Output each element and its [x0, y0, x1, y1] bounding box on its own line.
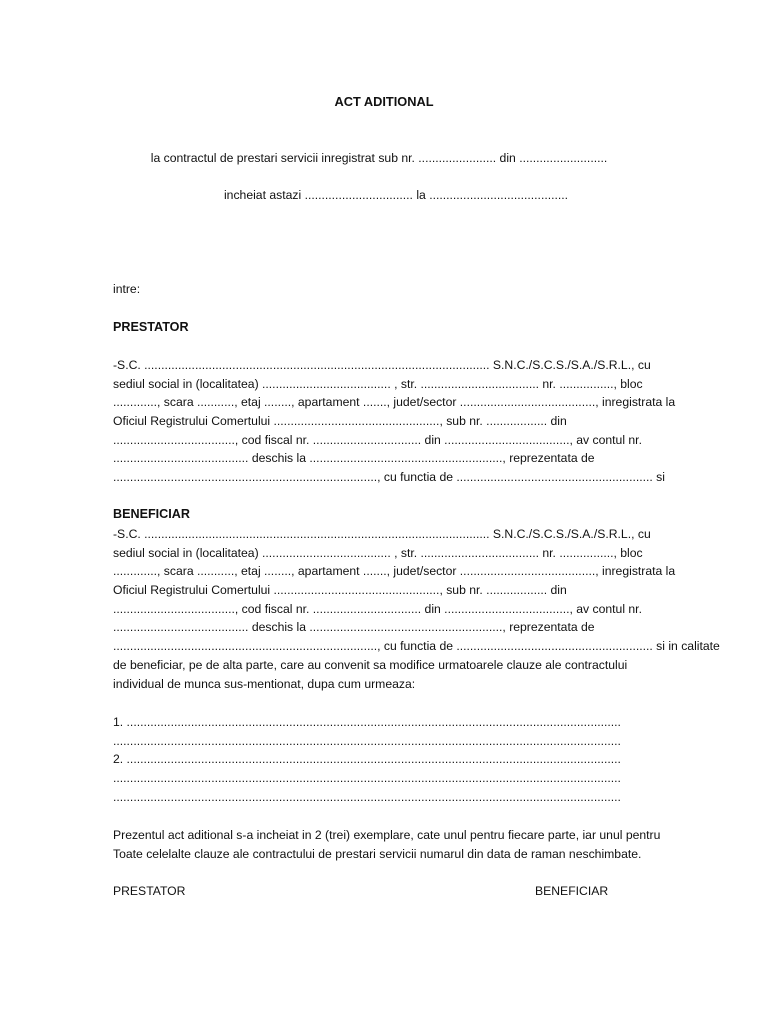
closing-paragraph	[113, 826, 753, 863]
beneficiar-signature-label: BENEFICIAR	[535, 884, 609, 898]
prestator-line: ........................................ deschis la ........................................................., reprezentata de	[113, 451, 595, 466]
prestator-line: -S.C. ...................................................................................................... S.N.C./S.C.S./S.A./S.R.L., cu	[113, 358, 651, 372]
beneficiar-line: -S.C. ...................................................................................................... S.N.C./S.C.S./S.A./S.R.L., cu	[113, 527, 651, 541]
beneficiar-line: de beneficiar, pe de alta parte, care au convenit sa modifice urmatoarele clauze ale contractului	[113, 657, 628, 672]
clause-line: 2. ..................................................................................................................................................	[113, 752, 621, 767]
beneficiar-details	[113, 525, 753, 693]
prestator-line: .............................................................................., cu functia de .......................................................... si	[113, 470, 665, 485]
clause-line: ......................................................................................................................................................	[113, 789, 621, 804]
prestator-line: Oficiul Registrului Comertului ................................................., sub nr. .................. din	[113, 414, 567, 429]
beneficiar-line: ............., scara ..........., etaj ........, apartament ......., judet/sector ........................................, inregistrata la	[113, 564, 676, 579]
document-title: ACT ADITIONAL	[334, 94, 434, 109]
beneficiar-line: individual de munca sus-mentionat, dupa cum urmeaza:	[113, 676, 416, 691]
beneficiar-line: ...................................., cod fiscal nr. ................................ din ....................................., av contul nr.	[113, 601, 642, 616]
between-label: intre:	[113, 282, 141, 296]
beneficiar-heading: BENEFICIAR	[113, 507, 190, 521]
concluded-date-line: incheiat astazi ................................ la .........................................	[223, 188, 569, 202]
clause-line: ......................................................................................................................................................	[113, 771, 621, 786]
closing-line: Prezentul act aditional s-a incheiat in 2 (trei) exemplare, cate unul pentru fiecare parte, iar unul pentru	[113, 828, 661, 842]
prestator-heading: PRESTATOR	[113, 320, 189, 334]
beneficiar-line: Oficiul Registrului Comertului ................................................., sub nr. .................. din	[113, 583, 567, 598]
clauses-list	[113, 713, 753, 806]
closing-line: Toate celelalte clauze ale contractului de prestari servicii numarul din data de raman neschimbate.	[113, 846, 642, 861]
prestator-line: sediul social in (localitatea) ...................................... , str. ................................... nr. ................, bloc	[113, 376, 643, 391]
prestator-details	[113, 356, 753, 487]
clause-line: ......................................................................................................................................................	[113, 733, 621, 748]
clause-line: 1. ..................................................................................................................................................	[113, 715, 621, 729]
beneficiar-line: .............................................................................., cu functia de .......................................................... si in calitate	[113, 639, 720, 654]
beneficiar-line: ........................................ deschis la ........................................................., reprezentata de	[113, 620, 595, 635]
beneficiar-line: sediul social in (localitatea) ...................................... , str. ................................... nr. ................, bloc	[113, 545, 643, 560]
prestator-line: ...................................., cod fiscal nr. ................................ din ....................................., av contul nr.	[113, 432, 642, 447]
prestator-signature-label: PRESTATOR	[113, 884, 186, 898]
prestator-line: ............., scara ..........., etaj ........, apartament ......., judet/sector ........................................, inregistrata la	[113, 395, 676, 410]
contract-reference-line: la contractul de prestari servicii inregistrat sub nr. ....................... din ..........................	[150, 151, 608, 165]
